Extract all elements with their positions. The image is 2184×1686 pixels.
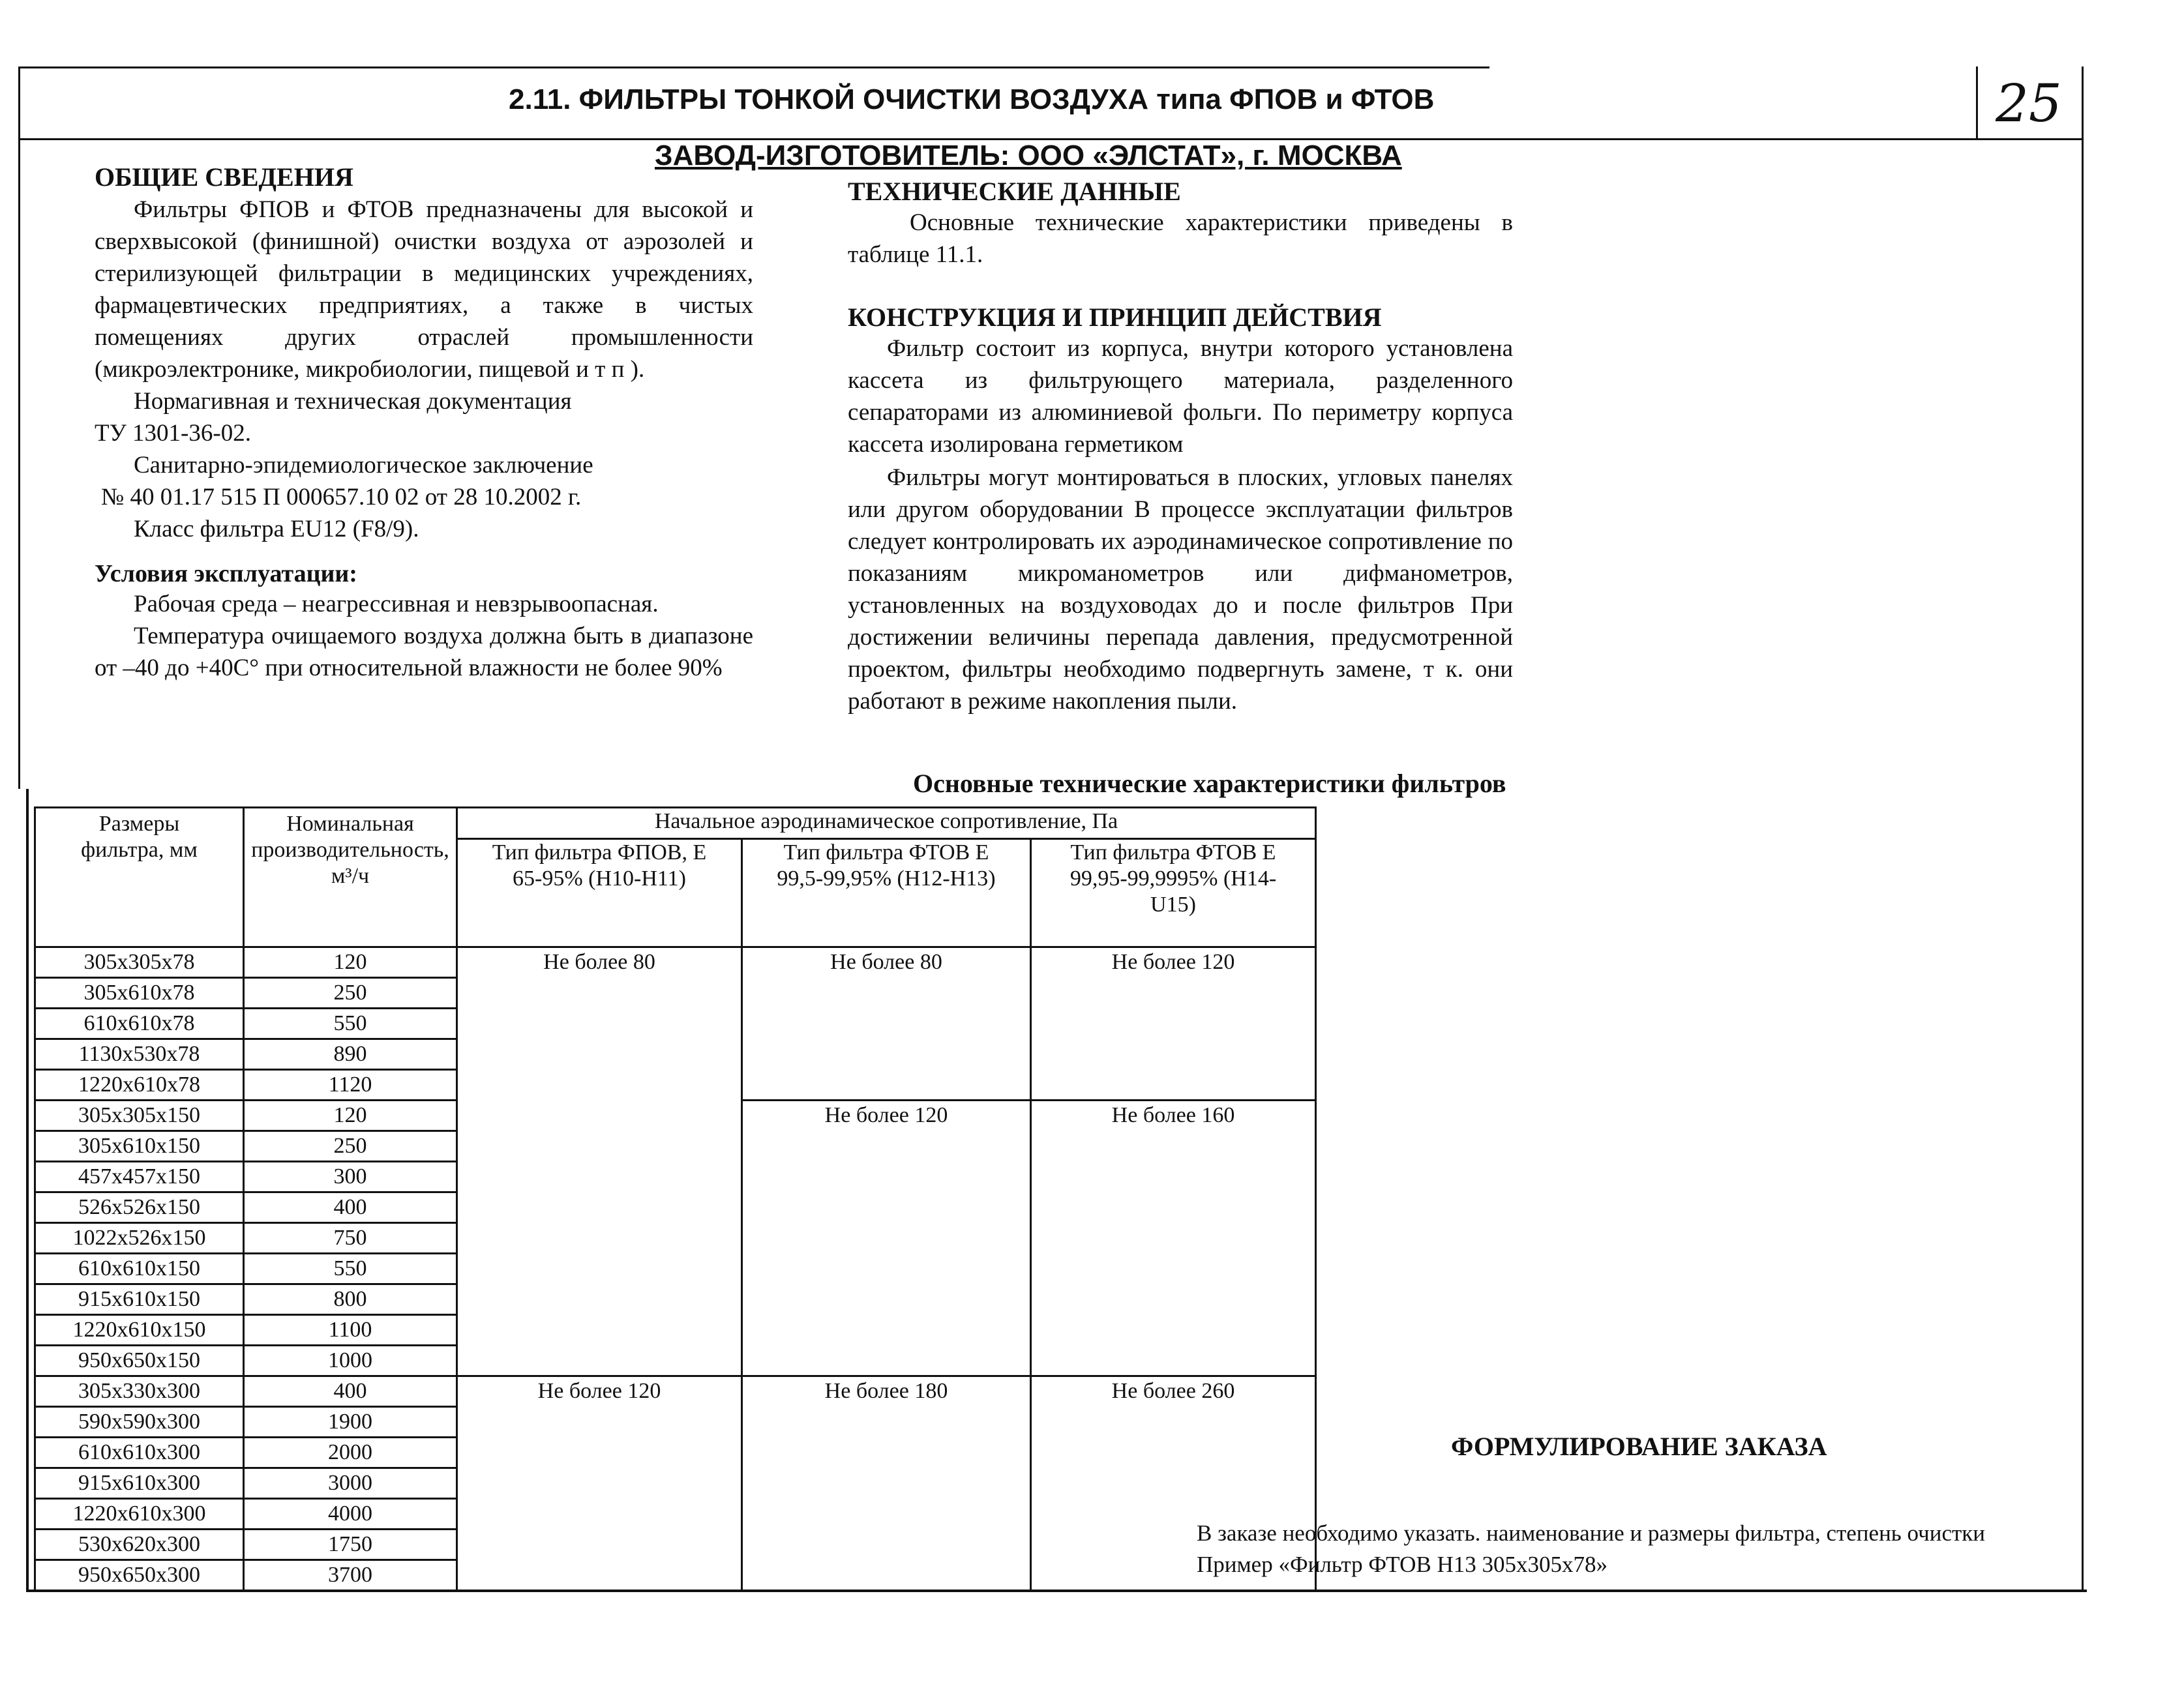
order-example: Пример «Фильтр ФТОВ Н13 305х305х78» [1197, 1552, 1608, 1577]
cell-capacity: 300 [244, 1162, 457, 1192]
cell-capacity: 3700 [244, 1560, 457, 1591]
table-row [35, 947, 1316, 978]
cell-capacity: 550 [244, 1009, 457, 1039]
frame-top-line [18, 67, 1489, 68]
cell-size: 305x305x78 [35, 947, 244, 978]
frame-left-lower-line [26, 789, 29, 1591]
operating-conditions-heading: Условия эксплуатации: [95, 560, 357, 587]
page-number: 25 [1996, 73, 2062, 134]
cell-ftov14-group2: Не более 160 [1031, 1101, 1316, 1376]
cell-ftov12-group2: Не более 120 [742, 1101, 1031, 1376]
sanitary-conclusion-label: Санитарно-эпидемиологическое заключение [134, 452, 593, 479]
cell-capacity: 250 [244, 978, 457, 1009]
header-ftov-h12: Тип фильтра ФТОВ Е 99,5-99,95% (Н12-Н13) [742, 839, 1031, 947]
cell-capacity: 750 [244, 1223, 457, 1254]
cell-size: 526x526x150 [35, 1192, 244, 1223]
frame-right-line [2082, 67, 2084, 138]
specifications-table [34, 806, 1317, 1591]
manufacturer-line: ЗАВОД-ИЗГОТОВИТЕЛЬ: ООО «ЭЛСТАТ», г. МОСКВА [655, 140, 1402, 171]
page-number-box-divider [1976, 67, 1978, 138]
cell-size: 1022x526x150 [35, 1223, 244, 1254]
cell-size: 305x610x78 [35, 978, 244, 1009]
header-ftov-h14: Тип фильтра ФТОВ Е 99,95-99,9995% (Н14-U15) [1031, 839, 1316, 947]
header-size: Размеры фильтра, мм [35, 808, 244, 947]
cell-fpov-group3: Не более 120 [457, 1376, 742, 1591]
frame-left-line [18, 67, 20, 789]
cell-ftov12-group3: Не более 180 [742, 1376, 1031, 1591]
cell-size: 457x457x150 [35, 1162, 244, 1192]
cell-capacity: 250 [244, 1131, 457, 1162]
cell-size: 1220x610x300 [35, 1499, 244, 1530]
cell-size: 305x610x150 [35, 1131, 244, 1162]
cell-capacity: 890 [244, 1039, 457, 1070]
cell-capacity: 1750 [244, 1530, 457, 1560]
construction-heading: КОНСТРУКЦИЯ И ПРИНЦИП ДЕЙСТВИЯ [848, 303, 1382, 332]
cell-capacity: 1000 [244, 1346, 457, 1376]
section-title: 2.11. ФИЛЬТРЫ ТОНКОЙ ОЧИСТКИ ВОЗДУХА типа ФПОВ и ФТОВ [509, 83, 1435, 115]
tu-number: ТУ 1301-36-02. [95, 420, 251, 447]
header-fpov: Тип фильтра ФПОВ, Е 65-95% (Н10-Н11) [457, 839, 742, 947]
cell-capacity: 550 [244, 1254, 457, 1284]
filter-class: Класс фильтра EU12 (F8/9). [134, 516, 419, 542]
cell-size: 915x610x300 [35, 1468, 244, 1499]
cell-capacity: 120 [244, 1101, 457, 1131]
cell-size: 610x610x78 [35, 1009, 244, 1039]
cell-capacity: 120 [244, 947, 457, 978]
cell-size: 950x650x150 [35, 1346, 244, 1376]
general-info-section [95, 162, 753, 684]
cell-fpov-group1: Не более 80 [457, 947, 742, 1376]
cell-ftov14-group3: Не более 260 [1031, 1376, 1316, 1591]
cell-capacity: 4000 [244, 1499, 457, 1530]
cell-capacity: 1100 [244, 1315, 457, 1346]
normative-docs-label: Нормагивная и техническая документация [134, 388, 572, 415]
header-resistance: Начальное аэродинамическое сопротивление, Па [457, 808, 1316, 839]
technical-section [848, 176, 1513, 717]
cell-size: 305x305x150 [35, 1101, 244, 1131]
order-text [1197, 1518, 1985, 1580]
temperature-range: Температура очищаемого воздуха должна быть в диапазоне от –40 до +40С° при относительной влажности не более 90% [95, 623, 753, 681]
cell-ftov12-group1: Не более 80 [742, 947, 1031, 1101]
working-medium: Рабочая среда – неагрессивная и невзрывоопасная. [134, 591, 659, 617]
cell-ftov14-group1: Не более 120 [1031, 947, 1316, 1101]
cell-capacity: 2000 [244, 1438, 457, 1468]
cell-size: 1220x610x78 [35, 1070, 244, 1101]
general-info-heading: ОБЩИЕ СВЕДЕНИЯ [95, 162, 353, 192]
cell-size: 610x610x300 [35, 1438, 244, 1468]
construction-paragraph-2: Фильтры могут монтироваться в плоских, угловых панелях или другом оборудовании В процессе эксплуатации фильтров следует контролировать их аэродинамическое сопротивление по показаниям микроманометров или дифманометров, установленных на воздуховодах до и после фильтров При достижении величины перепада давления, предусмотренной проектом, фильтры необходимо подвергнуть замене, т к. они работают в режиме накопления пыли. [848, 464, 1513, 715]
cell-size: 530x620x300 [35, 1530, 244, 1560]
cell-size: 1130x530x78 [35, 1039, 244, 1070]
cell-capacity: 1120 [244, 1070, 457, 1101]
table-title: Основные технические характеристики фильтров [913, 769, 1506, 798]
cell-capacity: 400 [244, 1192, 457, 1223]
frame-right-line-lower [2082, 138, 2084, 1592]
technical-data-heading: ТЕХНИЧЕСКИЕ ДАННЫЕ [848, 177, 1181, 206]
table-row [35, 1376, 1316, 1407]
sanitary-conclusion-number: № 40 01.17 515 П 000657.10 02 от 28 10.2002 г. [101, 484, 582, 510]
header-capacity: Номинальная производительность, м³/ч [244, 808, 457, 947]
cell-size: 305x330x300 [35, 1376, 244, 1407]
general-info-paragraph: Фильтры ФПОВ и ФТОВ предназначены для высокой и сверхвысокой (финишной) очистки воздуха от аэрозолей и стерилизующей фильтрации в медицинских учреждениях, фармацевтических предприятиях, а также в чистых помещениях других отраслей промышленности (микроэлектронике, микробиологии, пищевой и т п ). [95, 196, 753, 383]
cell-capacity: 800 [244, 1284, 457, 1315]
order-heading: ФОРМУЛИРОВАНИЕ ЗАКАЗА [1451, 1432, 1827, 1461]
cell-capacity: 3000 [244, 1468, 457, 1499]
construction-paragraph-1: Фильтр состоит из корпуса, внутри которого установлена кассета из фильтрующего материала, разделенного сепараторами из алюминиевой фольги. По периметру корпуса кассета изолирована герметиком [848, 335, 1513, 458]
order-instructions: В заказе необходимо указать. наименование и размеры фильтра, степень очистки [1197, 1520, 1986, 1546]
cell-size: 610x610x150 [35, 1254, 244, 1284]
cell-size: 950x650x300 [35, 1560, 244, 1591]
cell-capacity: 400 [244, 1376, 457, 1407]
cell-size: 915x610x150 [35, 1284, 244, 1315]
cell-capacity: 1900 [244, 1407, 457, 1438]
cell-size: 590x590x300 [35, 1407, 244, 1438]
technical-data-paragraph: Основные технические характеристики приведены в таблице 11.1. [848, 209, 1513, 268]
cell-size: 1220x610x150 [35, 1315, 244, 1346]
